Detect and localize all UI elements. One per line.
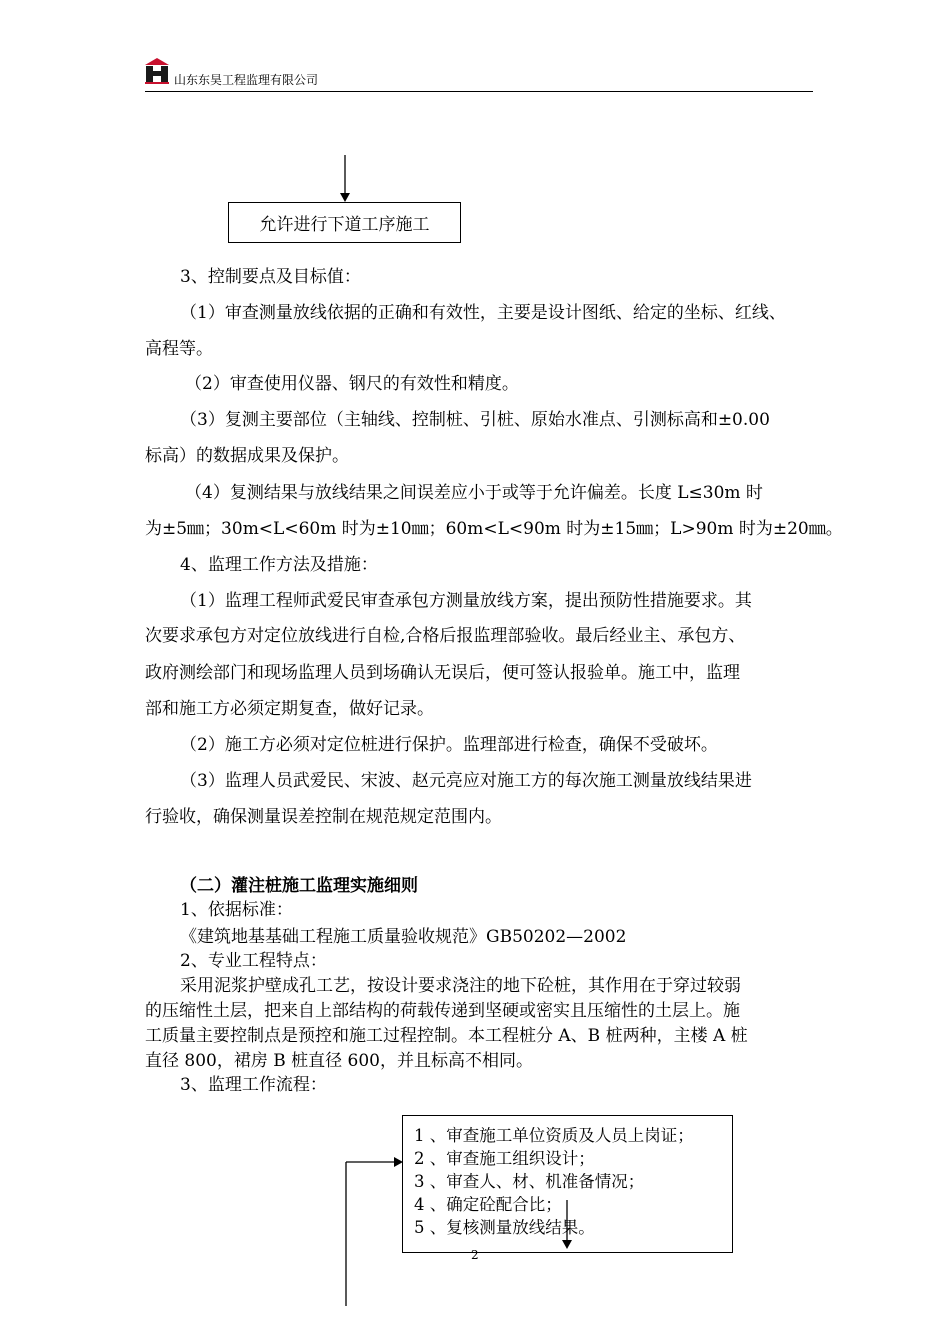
pile-section-title: （二）灌注桩施工监理实施细则 [180, 876, 418, 896]
pile-feature-line2: 的压缩性土层，把来自上部结构的荷载传递到坚硬或密实且压缩性的土层上。施 [145, 1001, 740, 1021]
method-item1-line2: 次要求承包方对定位放线进行自检,合格后报监理部验收。最后经业主、承包方、 [145, 626, 746, 646]
control-item1-line1: （1）审查测量放线依据的正确和有效性，主要是设计图纸、给定的坐标、红线、 [180, 303, 786, 323]
method-item1-line4: 部和施工方必须定期复查，做好记录。 [145, 699, 434, 719]
method-item3-line2: 行验收，确保测量误差控制在规范规定范围内。 [145, 807, 502, 827]
method-item1-line1: （1）监理工程师武爱民审查承包方测量放线方案，提出预防性措施要求。其 [180, 591, 752, 611]
control-item3-line1: （3）复测主要部位（主轴线、控制桩、引桩、原始水准点、引测标高和±0.00 [180, 410, 770, 430]
down-arrow-icon [562, 1200, 572, 1249]
method-item3-line1: （3）监理人员武爱民、宋波、赵元亮应对施工方的每次施工测量放线结果进 [180, 771, 752, 791]
flow-step-5: 5 、复核测量放线结果。 [414, 1218, 595, 1237]
pile-feature-heading: 2、专业工程特点： [180, 951, 327, 971]
pile-feature-line3: 工质量主要控制点是预控和施工过程控制。本工程桩分 A、B 桩两种，主楼 A 桩 [145, 1026, 748, 1046]
control-item4-line1: （4）复测结果与放线结果之间误差应小于或等于允许偏差。长度 L≤30m 时 [185, 483, 763, 503]
method-item1-line3: 政府测绘部门和现场监理人员到场确认无误后，便可签认报验单。施工中，监理 [145, 663, 740, 683]
pile-feature-line1: 采用泥浆护壁成孔工艺，按设计要求浇注的地下砼桩，其作用在于穿过较弱 [180, 976, 741, 996]
pile-flow-heading: 3、监理工作流程： [180, 1075, 327, 1095]
flow-step-2: 2 、审查施工组织设计； [414, 1149, 595, 1168]
flow-box-label: 允许进行下道工序施工 [259, 215, 430, 235]
control-item1-line2: 高程等。 [145, 339, 213, 359]
flow-step-4: 4 、确定砼配合比； [414, 1195, 562, 1214]
page-number: 2 [471, 1248, 479, 1262]
flow-step-3: 3 、审查人、材、机准备情况； [414, 1172, 645, 1191]
method-item2: （2）施工方必须对定位桩进行保护。监理部进行检查，确保不受破坏。 [180, 735, 718, 755]
control-item2: （2）审查使用仪器、钢尺的有效性和精度。 [185, 374, 519, 394]
control-heading: 3、控制要点及目标值： [180, 267, 361, 287]
company-name: 山东东昊工程监理有限公司 [174, 73, 319, 87]
pile-basis-heading: 1、依据标准： [180, 900, 293, 920]
control-item4-line2: 为±5㎜；30m<L<60m 时为±10㎜；60m<L<90m 时为±15㎜；L>90m 时为±20㎜。 [145, 519, 843, 539]
flow-step-1: 1 、审查施工单位资质及人员上岗证； [414, 1126, 694, 1145]
pile-basis-text: 《建筑地基基础工程施工质量验收规范》GB50202—2002 [180, 927, 627, 947]
pile-feature-line4: 直径 800，裙房 B 桩直径 600，并且标高不相同。 [145, 1051, 534, 1071]
method-heading: 4、监理工作方法及措施： [180, 555, 378, 575]
control-item3-line2: 标高）的数据成果及保护。 [145, 446, 349, 466]
feedback-arrow-icon [346, 1157, 403, 1306]
